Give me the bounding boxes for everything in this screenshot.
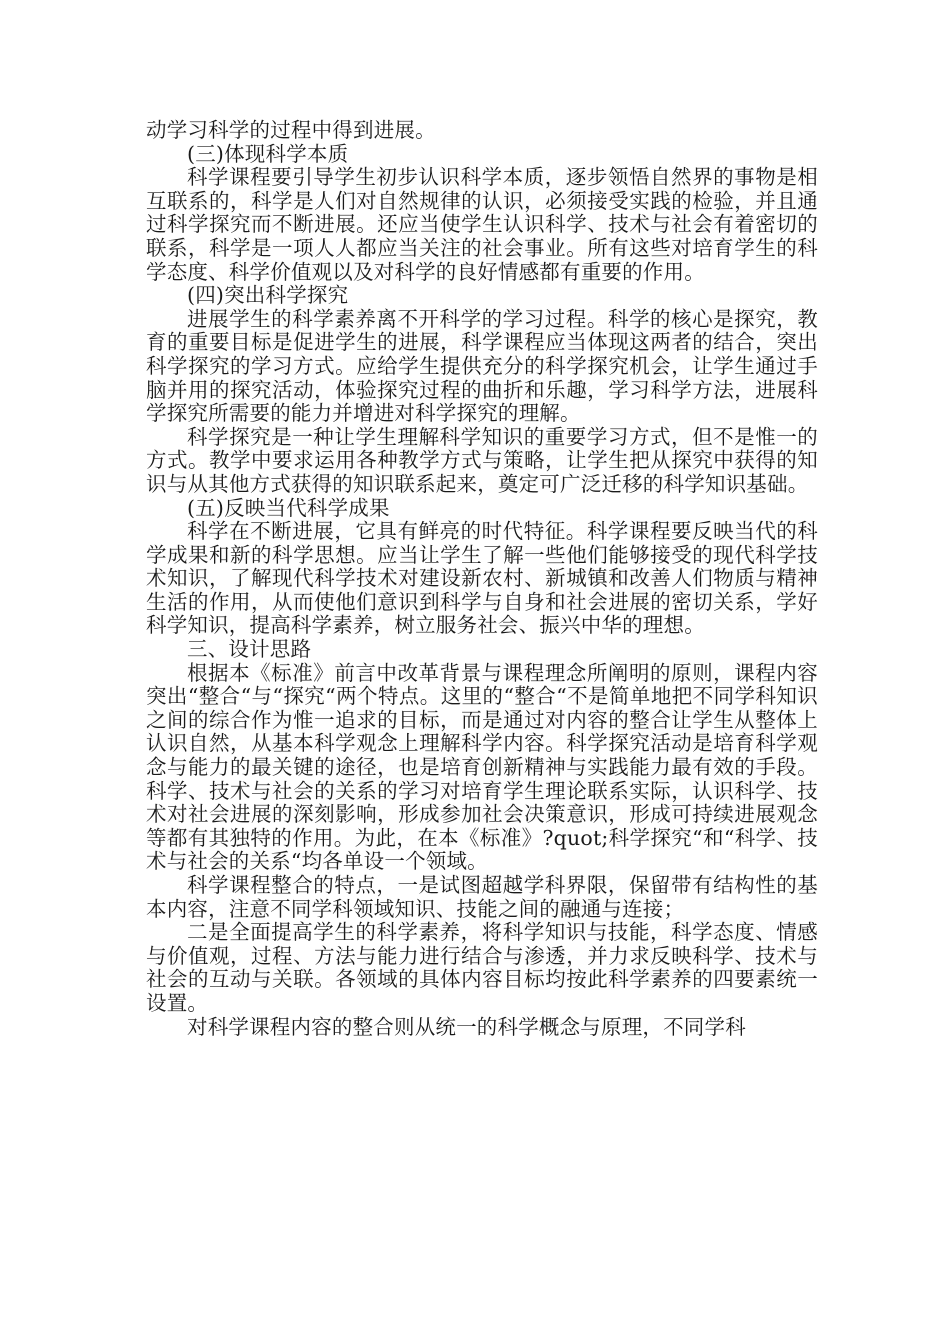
chapter-heading-design: 三、设计思路 <box>187 637 312 662</box>
paragraph: 对科学课程内容的整合则从统一的科学概念与原理，不同学科 <box>187 1014 746 1039</box>
paragraph: 二是全面提高学生的科学素养，将科学知识与技能，科学态度、情感与价值观，过程、方法与能力进行结合与渗透，并力求反映科学、技术与社会的互动与关联。各领域的具体内容目标均按此科学素养的四要素统一设置。 <box>146 920 818 1015</box>
section-heading-5: (五)反映当代科学成果 <box>187 495 390 520</box>
paragraph: 科学课程要引导学生初步认识科学本质，逐步领悟自然界的事物是相互联系的，科学是人们对自然规律的认识，必须接受实践的检验，并且通过科学探究而不断进展。还应当使学生认识科学、技术与社会有着密切的联系，科学是一项人人都应当关注的社会事业。所有这些对培育学生的科学态度、科学价值观以及对科学的良好情感都有重要的作用。 <box>146 165 818 284</box>
paragraph: 根据本《标准》前言中改革背景与课程理念所阐明的原则，课程内容突出“整合“与“探究“两个特点。这里的“整合“不是简单地把不同学科知识之间的综合作为惟一追求的目标，而是通过对内容的整合让学生从整体上认识自然，从基本科学观念上理解科学内容。科学探究活动是培育科学观念与能力的最关键的途径，也是培育创新精神与实践能力最有效的手段。科学、技术与社会的关系的学习对培育学生理论联系实际，认识科学、技术对社会进展的深刻影响，形成参加社会决策意识，形成可持续进展观念等都有其独特的作用。为此，在本《标准》?quot;科学探究“和“科学、技术与社会的关系“均各单设一个领域。 <box>146 660 818 874</box>
paragraph: 科学课程整合的特点，一是试图超越学科界限，保留带有结构性的基本内容，注意不同学科领域知识、技能之间的融通与连接； <box>146 873 818 921</box>
paragraph: 进展学生的科学素养离不开科学的学习过程。科学的核心是探究，教育的重要目标是促进学生的进展，科学课程应当体现这两者的结合，突出科学探究的学习方式。应给学生提供充分的科学探究机会，让学生通过手脑并用的探究活动，体验探究过程的曲折和乐趣，学习科学方法，进展科学探究所需要的能力并增进对科学探究的理解。 <box>146 306 818 426</box>
paragraph-continuation: 动学习科学的过程中得到进展。 <box>146 118 436 142</box>
paragraph: 科学在不断进展，它具有鲜亮的时代特征。科学课程要反映当代的科学成果和新的科学思想。应当让学生了解一些他们能够接受的现代科学技术知识，了解现代科学技术对建设新农村、新城镇和改善人们物质与精神生活的作用，从而使他们意识到科学与自身和社会进展的密切关系，学好科学知识，提高科学素养，树立服务社会、振兴中华的理想。 <box>146 519 818 638</box>
document-page <box>146 119 818 1039</box>
section-heading-3: (三)体现科学本质 <box>187 141 349 166</box>
section-heading-4: (四)突出科学探究 <box>187 283 349 308</box>
paragraph: 科学探究是一种让学生理解科学知识的重要学习方式，但不是惟一的方式。教学中要求运用各种教学方式与策略，让学生把从探究中获得的知识与从其他方式获得的知识联系起来，奠定可广泛迁移的科学知识基础。 <box>146 424 818 496</box>
